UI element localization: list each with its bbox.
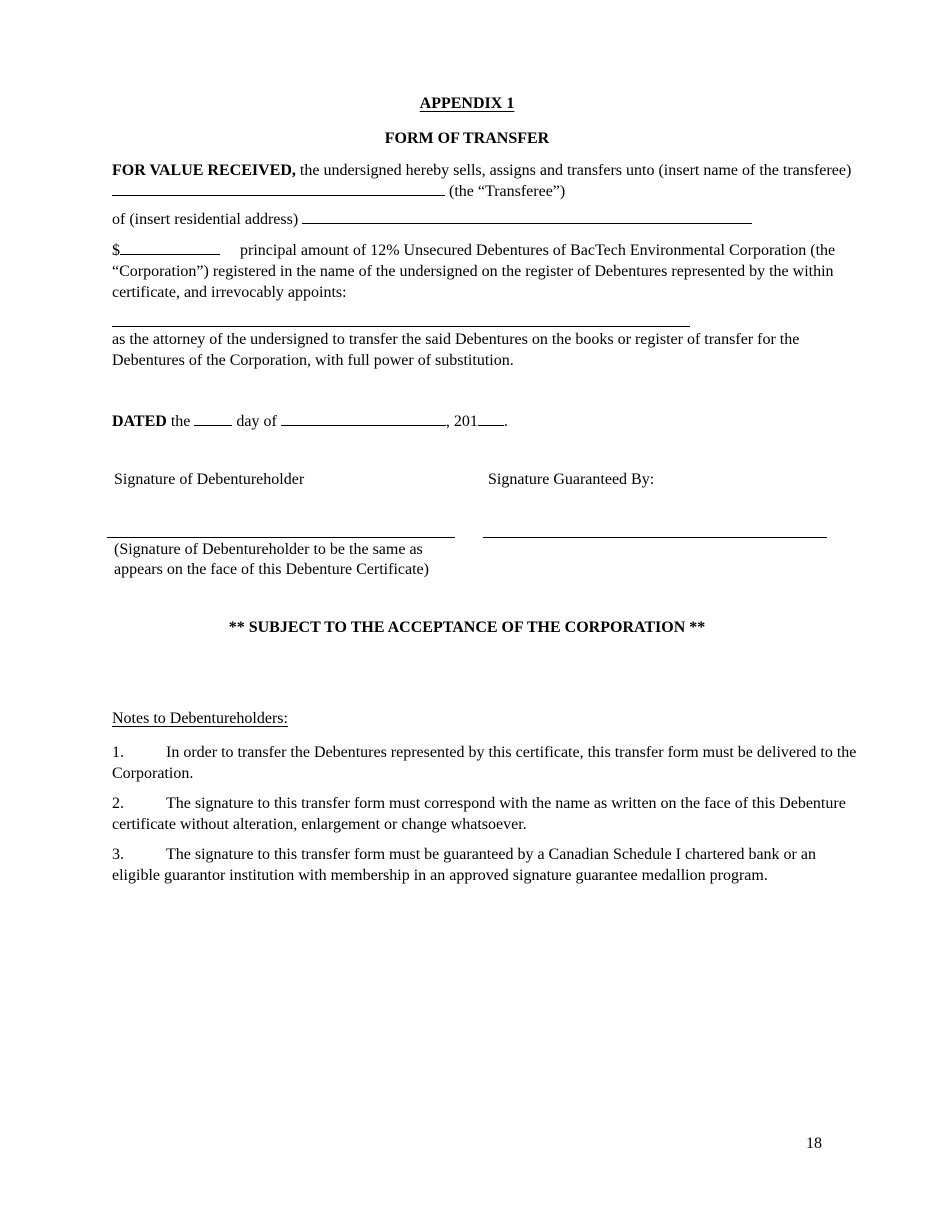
signature-note-line1: (Signature of Debentureholder to be the same as [114, 541, 423, 558]
signature-left-line [107, 537, 455, 538]
note-2-line2: certificate without alteration, enlargement or change whatsoever. [112, 816, 527, 833]
signature-note-line2: appears on the face of this Debenture Certificate) [114, 561, 429, 578]
principal-line1 [112, 242, 835, 259]
signature-left-label: Signature of Debentureholder [114, 471, 305, 488]
note-item-1 [112, 742, 856, 784]
notes-heading-text: Notes to Debentureholders: [112, 710, 288, 727]
currency-symbol: $ [112, 242, 120, 259]
appendix-heading [0, 95, 934, 113]
subject-banner-text: ** SUBJECT TO THE ACCEPTANCE OF THE CORPORATION ** [228, 619, 706, 636]
dated-period: . [503, 413, 508, 430]
month-blank [281, 412, 446, 426]
note-2-line1 [112, 795, 846, 812]
note-1-text: In order to transfer the Debentures represented by this certificate, this transfer form must be delivered to the [166, 744, 857, 761]
signature-right-label: Signature Guaranteed By: [488, 471, 655, 488]
page-number: 18 [806, 1135, 822, 1152]
principal-line2: “Corporation”) registered in the name of the undersigned on the register of Debentures represented by the within [112, 263, 834, 280]
note-3-line1 [112, 846, 816, 863]
note-3-text: The signature to this transfer form must be guaranteed by a Canadian Schedule I chartered bank or an [166, 846, 816, 863]
address-line [112, 209, 752, 230]
dated-day-of: day of [236, 413, 277, 430]
appendix-heading-text: APPENDIX 1 [419, 95, 515, 112]
transferee-suffix: (the “Transferee”) [449, 183, 566, 200]
address-blank [302, 210, 752, 224]
form-title-text: FORM OF TRANSFER [384, 130, 550, 147]
dated-year-prefix: , 201 [445, 413, 478, 430]
note-3-line2: eligible guarantor institution with membership in an approved signature guarantee medallion program. [112, 867, 768, 884]
for-value-line1 [112, 162, 851, 179]
address-label: of (insert residential address) [112, 211, 299, 228]
for-value-lead: FOR VALUE RECEIVED, [112, 162, 296, 179]
note-1-number: 1. [112, 744, 124, 761]
for-value-paragraph [112, 160, 851, 202]
principal-line1-text: principal amount of 12% Unsecured Debentures of BacTech Environmental Corporation (the [240, 242, 836, 259]
signature-right-line [483, 537, 827, 538]
day-blank [194, 412, 232, 426]
principal-line3: certificate, and irrevocably appoints: [112, 284, 347, 301]
principal-amount-blank [120, 241, 220, 255]
attorney-line1: as the attorney of the undersigned to transfer the said Debentures on the books or register of transfer for the [112, 331, 800, 348]
principal-paragraph [112, 240, 835, 303]
dated-the: the [170, 413, 191, 430]
attorney-paragraph [112, 329, 799, 371]
note-2-number: 2. [112, 795, 124, 812]
attorney-line2: Debentures of the Corporation, with full power of substitution. [112, 352, 514, 369]
form-title [0, 130, 934, 148]
year-blank [478, 412, 504, 426]
note-1-line2: Corporation. [112, 765, 194, 782]
transferee-name-blank [112, 182, 445, 196]
note-item-2 [112, 793, 846, 835]
note-1-line1 [112, 744, 856, 761]
signature-note [114, 540, 429, 580]
for-value-rest: the undersigned hereby sells, assigns and transfers unto (insert name of the transferee) [295, 162, 852, 179]
dated-line [112, 411, 508, 432]
dated-label: DATED [112, 413, 167, 430]
note-3-number: 3. [112, 846, 124, 863]
subject-banner [0, 619, 934, 637]
note-2-text: The signature to this transfer form must correspond with the name as written on the face of this Debenture [166, 795, 846, 812]
note-item-3 [112, 844, 816, 886]
notes-heading [112, 710, 288, 728]
appointee-blank-line [112, 326, 690, 327]
